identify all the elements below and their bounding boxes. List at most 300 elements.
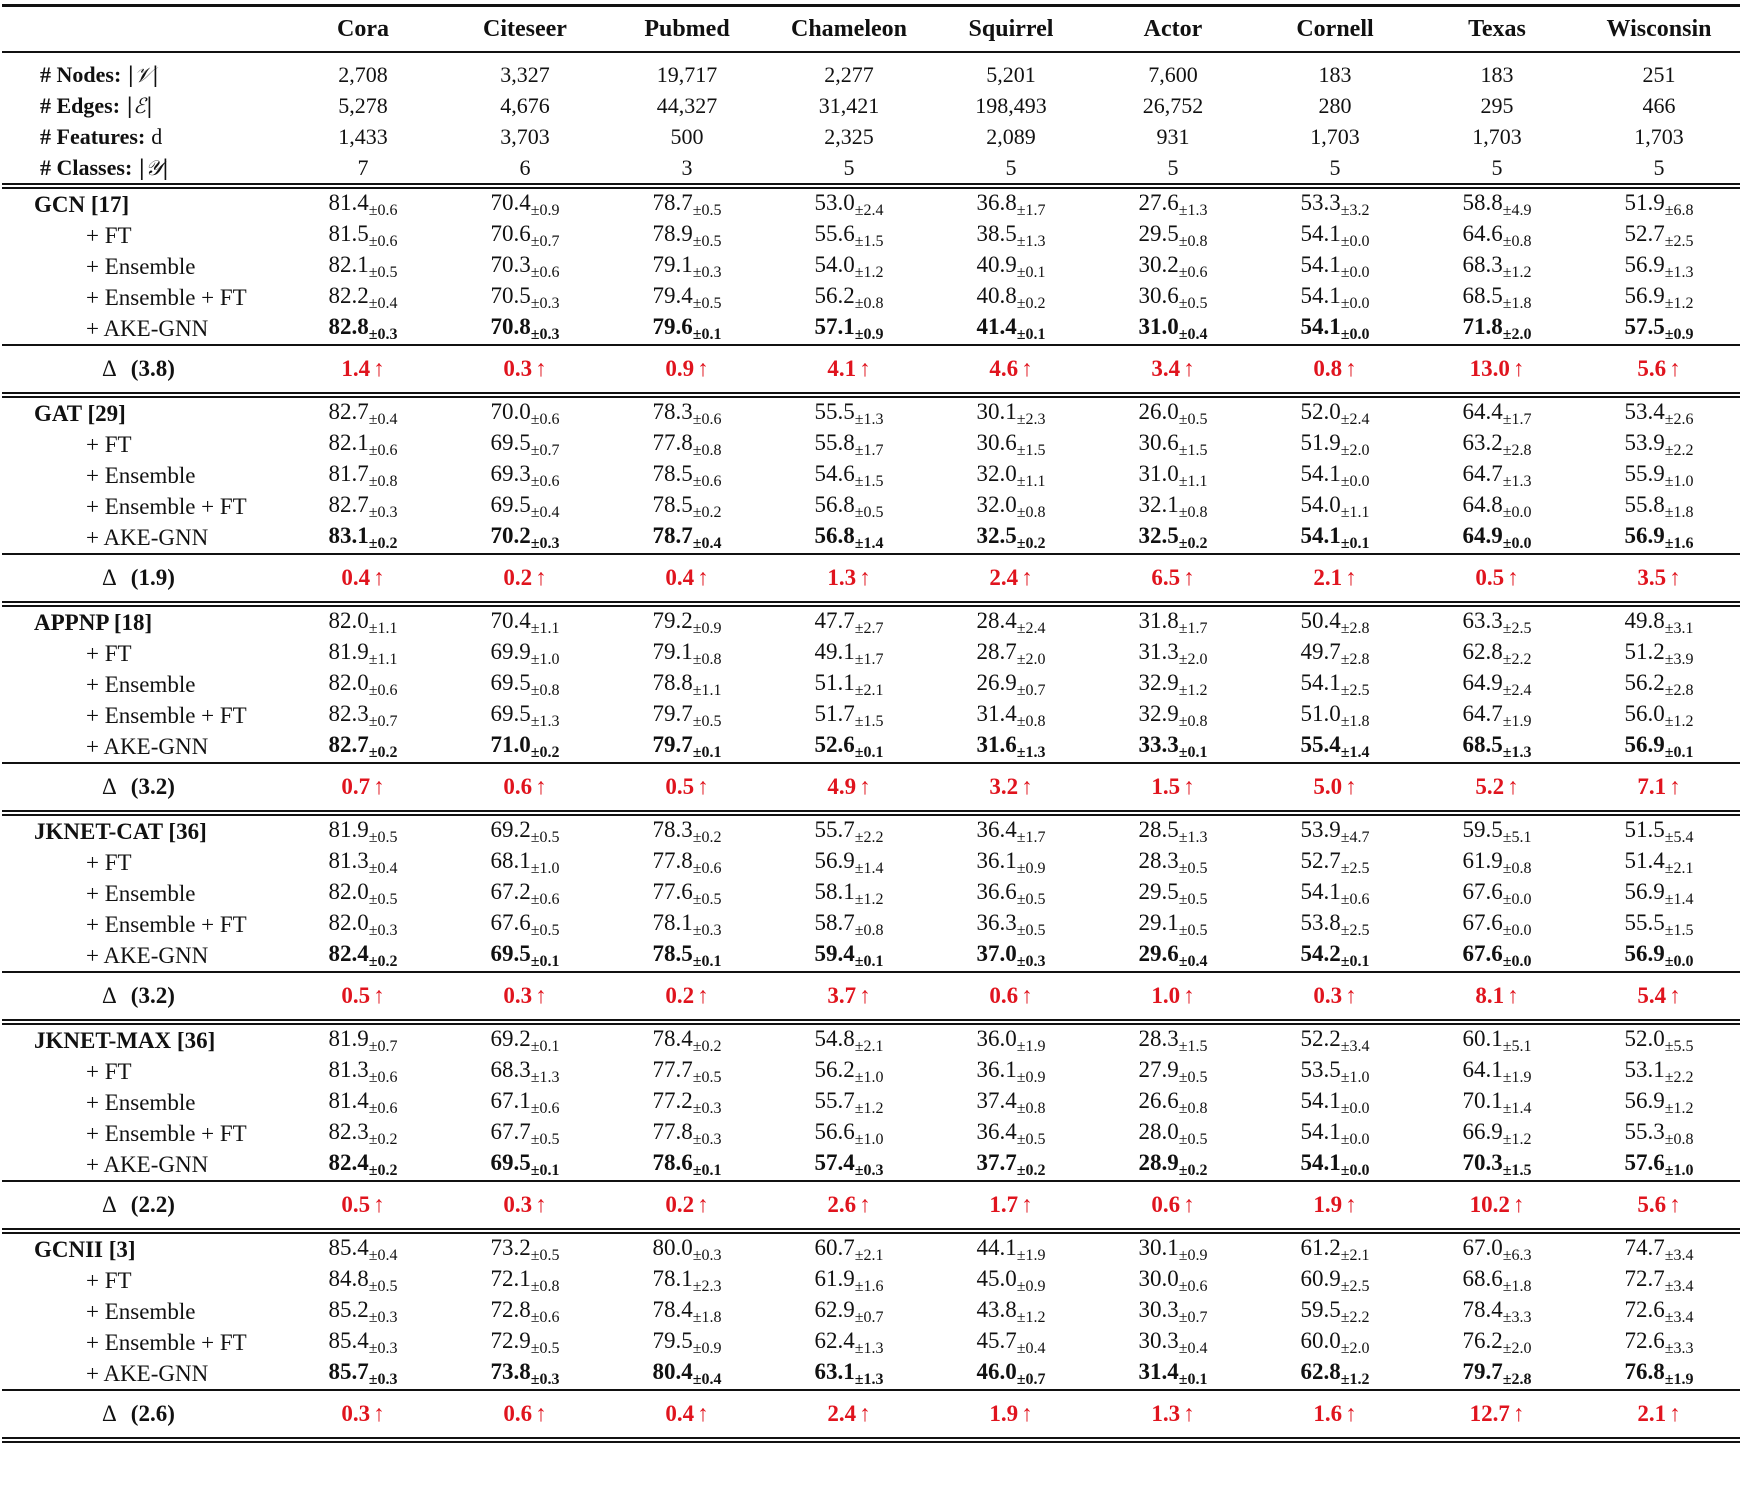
accuracy-mean: 69.3 — [490, 460, 531, 486]
accuracy-mean: 36.4 — [976, 1118, 1017, 1144]
delta-symbol: Δ — [102, 983, 117, 1008]
result-cell — [930, 1149, 1092, 1181]
result-cell — [768, 1358, 930, 1390]
accuracy-mean: 61.2 — [1300, 1234, 1341, 1260]
accuracy-std: ±1.3 — [1502, 743, 1532, 761]
accuracy-std: ±0.6 — [368, 441, 398, 459]
method-variant-label: + AKE-GNN — [86, 1360, 209, 1386]
stats-value: 1,703 — [1310, 123, 1360, 149]
accuracy-std: ±1.5 — [854, 472, 884, 490]
stats-value: 4,676 — [500, 92, 550, 118]
stats-label-name: # Edges: — [40, 92, 121, 118]
accuracy-mean: 72.1 — [490, 1265, 531, 1291]
accuracy-std: ±0.8 — [1178, 232, 1208, 250]
delta-average: (3.2) — [130, 774, 175, 799]
accuracy-mean: 55.5 — [814, 398, 855, 424]
result-cell — [444, 1056, 606, 1087]
variant-row — [2, 1296, 1740, 1327]
stats-label-name: # Nodes: — [40, 61, 122, 87]
accuracy-std: ±0.9 — [1016, 1068, 1046, 1086]
model-name: GCN [17] — [34, 191, 130, 217]
variant-row — [2, 220, 1740, 251]
accuracy-mean: 81.4 — [328, 1087, 369, 1113]
accuracy-mean: 56.9 — [814, 847, 855, 873]
accuracy-mean: 81.7 — [328, 460, 369, 486]
up-arrow-icon: ↑ — [373, 1401, 385, 1426]
result-cell — [1416, 522, 1578, 554]
delta-value: 2.1 — [1313, 565, 1343, 590]
accuracy-std: ±0.1 — [1178, 743, 1208, 761]
result-cell — [1578, 669, 1740, 700]
stats-value: 26,752 — [1142, 92, 1204, 118]
accuracy-mean: 67.6 — [1462, 878, 1503, 904]
accuracy-std: ±0.5 — [1016, 921, 1046, 939]
accuracy-std: ±1.1 — [692, 681, 722, 699]
accuracy-mean: 68.1 — [490, 847, 531, 873]
accuracy-mean: 78.7 — [652, 522, 693, 548]
up-arrow-icon: ↑ — [1345, 356, 1357, 381]
result-cell — [768, 878, 930, 909]
accuracy-mean: 69.2 — [490, 1025, 531, 1051]
stats-value: 2,325 — [824, 123, 874, 149]
accuracy-mean: 70.1 — [1462, 1087, 1503, 1113]
up-arrow-icon: ↑ — [697, 565, 709, 590]
accuracy-mean: 79.5 — [652, 1327, 693, 1353]
delta-cell — [1578, 554, 1740, 604]
result-cell — [930, 700, 1092, 731]
accuracy-mean: 69.5 — [490, 429, 531, 455]
delta-cell — [930, 763, 1092, 813]
accuracy-std: ±1.5 — [1178, 441, 1208, 459]
result-cell — [1254, 313, 1416, 345]
accuracy-std: ±2.5 — [1340, 921, 1370, 939]
accuracy-mean: 56.8 — [814, 522, 855, 548]
result-cell — [444, 1149, 606, 1181]
up-arrow-icon: ↑ — [1021, 565, 1033, 590]
delta-symbol: Δ — [102, 774, 117, 799]
delta-label — [2, 763, 282, 813]
accuracy-mean: 51.7 — [814, 700, 855, 726]
accuracy-mean: 78.5 — [652, 940, 693, 966]
accuracy-std: ±2.2 — [854, 828, 884, 846]
accuracy-mean: 59.5 — [1300, 1296, 1341, 1322]
delta-cell — [1254, 345, 1416, 395]
result-cell — [606, 1358, 768, 1390]
result-cell — [1416, 731, 1578, 763]
delta-row — [2, 345, 1740, 395]
accuracy-mean: 49.8 — [1624, 607, 1665, 633]
accuracy-std: ±1.5 — [1502, 1161, 1532, 1179]
accuracy-mean: 54.1 — [1300, 522, 1341, 548]
variant-row — [2, 429, 1740, 460]
accuracy-std: ±0.7 — [1178, 1308, 1208, 1326]
result-cell — [768, 282, 930, 313]
accuracy-mean: 32.0 — [976, 491, 1017, 517]
up-arrow-icon: ↑ — [535, 565, 547, 590]
result-cell — [768, 1056, 930, 1087]
method-variant-label: + Ensemble + FT — [86, 284, 247, 310]
delta-cell — [444, 1390, 606, 1440]
result-cell — [1416, 1118, 1578, 1149]
result-cell — [768, 395, 930, 429]
delta-cell — [1254, 763, 1416, 813]
accuracy-mean: 58.1 — [814, 878, 855, 904]
result-cell — [1254, 1265, 1416, 1296]
accuracy-std: ±1.0 — [530, 650, 560, 668]
result-cell — [768, 1022, 930, 1056]
accuracy-mean: 82.7 — [328, 491, 369, 517]
accuracy-mean: 78.4 — [652, 1025, 693, 1051]
stats-value: 251 — [1642, 61, 1676, 87]
variant-row — [2, 282, 1740, 313]
accuracy-std: ±1.8 — [1340, 712, 1370, 730]
result-cell — [444, 460, 606, 491]
up-arrow-icon: ↑ — [535, 983, 547, 1008]
accuracy-std: ±1.0 — [1664, 472, 1694, 490]
accuracy-std: ±1.3 — [854, 1370, 884, 1388]
result-cell — [768, 1296, 930, 1327]
result-cell — [1254, 700, 1416, 731]
accuracy-std: ±0.5 — [1178, 921, 1208, 939]
accuracy-mean: 55.7 — [814, 816, 855, 842]
result-cell — [930, 1056, 1092, 1087]
accuracy-mean: 30.6 — [1138, 429, 1179, 455]
accuracy-std: ±0.2 — [1016, 294, 1046, 312]
accuracy-std: ±0.8 — [1178, 712, 1208, 730]
accuracy-mean: 82.3 — [328, 700, 369, 726]
accuracy-std: ±0.9 — [530, 201, 560, 219]
result-cell — [606, 1327, 768, 1358]
accuracy-std: ±0.5 — [692, 712, 722, 730]
accuracy-std: ±0.5 — [1178, 410, 1208, 428]
accuracy-std: ±4.9 — [1502, 201, 1532, 219]
accuracy-mean: 29.1 — [1138, 909, 1179, 935]
variant-row — [2, 460, 1740, 491]
accuracy-mean: 68.3 — [490, 1056, 531, 1082]
accuracy-mean: 28.0 — [1138, 1118, 1179, 1144]
up-arrow-icon: ↑ — [1345, 983, 1357, 1008]
result-cell — [768, 220, 930, 251]
result-cell — [1254, 395, 1416, 429]
accuracy-std: ±0.3 — [368, 325, 398, 343]
accuracy-mean: 51.4 — [1624, 847, 1665, 873]
baseline-row — [2, 604, 1740, 638]
up-arrow-icon: ↑ — [535, 356, 547, 381]
method-variant-label: + AKE-GNN — [86, 942, 209, 968]
method-variant-label: + FT — [86, 222, 132, 248]
result-cell — [1254, 1087, 1416, 1118]
accuracy-mean: 78.3 — [652, 816, 693, 842]
accuracy-mean: 54.1 — [1300, 1118, 1341, 1144]
delta-cell — [444, 345, 606, 395]
result-cell — [606, 522, 768, 554]
accuracy-std: ±0.0 — [1502, 534, 1532, 552]
result-cell — [1416, 251, 1578, 282]
result-cell — [1254, 1296, 1416, 1327]
accuracy-mean: 55.6 — [814, 220, 855, 246]
result-cell — [1416, 282, 1578, 313]
accuracy-mean: 63.1 — [814, 1358, 855, 1384]
delta-value: 0.3 — [1313, 983, 1343, 1008]
accuracy-mean: 81.3 — [328, 1056, 369, 1082]
accuracy-std: ±0.2 — [368, 1130, 398, 1148]
variant-row — [2, 847, 1740, 878]
stats-value: 5 — [1005, 154, 1017, 180]
result-cell — [1092, 813, 1254, 847]
stats-value: 5 — [1491, 154, 1503, 180]
result-cell — [1254, 731, 1416, 763]
result-cell — [930, 1118, 1092, 1149]
accuracy-std: ±0.3 — [368, 503, 398, 521]
result-cell — [768, 491, 930, 522]
stats-value: 5 — [1653, 154, 1665, 180]
result-cell — [282, 878, 444, 909]
stats-value: 1,703 — [1472, 123, 1522, 149]
delta-value: 0.6 — [989, 983, 1019, 1008]
accuracy-mean: 81.9 — [328, 1025, 369, 1051]
result-cell — [930, 522, 1092, 554]
accuracy-mean: 67.1 — [490, 1087, 531, 1113]
variant-row — [2, 669, 1740, 700]
accuracy-mean: 66.9 — [1462, 1118, 1503, 1144]
accuracy-mean: 56.2 — [1624, 669, 1665, 695]
variant-row — [2, 251, 1740, 282]
delta-value: 3.2 — [989, 774, 1019, 799]
delta-cell — [444, 554, 606, 604]
accuracy-mean: 51.9 — [1300, 429, 1341, 455]
accuracy-std: ±1.0 — [854, 1130, 884, 1148]
accuracy-std: ±2.4 — [854, 201, 884, 219]
accuracy-std: ±0.1 — [530, 1161, 560, 1179]
accuracy-std: ±1.4 — [1340, 743, 1370, 761]
result-cell — [1416, 909, 1578, 940]
accuracy-mean: 31.0 — [1138, 313, 1179, 339]
accuracy-std: ±0.9 — [692, 619, 722, 637]
delta-row — [2, 1181, 1740, 1231]
result-cell — [1092, 731, 1254, 763]
result-cell — [444, 395, 606, 429]
variant-row — [2, 731, 1740, 763]
accuracy-std: ±0.3 — [368, 921, 398, 939]
result-cell — [1578, 1265, 1740, 1296]
result-cell — [606, 1265, 768, 1296]
delta-value: 0.9 — [665, 356, 695, 381]
accuracy-mean: 28.3 — [1138, 847, 1179, 873]
result-cell — [444, 604, 606, 638]
result-cell — [606, 940, 768, 972]
accuracy-std: ±0.6 — [1178, 1277, 1208, 1295]
accuracy-std: ±1.8 — [1502, 1277, 1532, 1295]
accuracy-std: ±1.4 — [1502, 1099, 1532, 1117]
model-name: GCNII [3] — [34, 1236, 136, 1262]
accuracy-mean: 33.3 — [1138, 731, 1179, 757]
delta-cell — [768, 1390, 930, 1440]
result-cell — [444, 909, 606, 940]
accuracy-std: ±2.2 — [1502, 650, 1532, 668]
accuracy-std: ±0.0 — [1340, 325, 1370, 343]
result-cell — [1578, 186, 1740, 220]
accuracy-mean: 85.4 — [328, 1327, 369, 1353]
accuracy-mean: 30.2 — [1138, 251, 1179, 277]
accuracy-std: ±0.5 — [1178, 1130, 1208, 1148]
delta-average: (3.2) — [130, 983, 175, 1008]
result-cell — [1092, 1296, 1254, 1327]
accuracy-mean: 67.6 — [490, 909, 531, 935]
accuracy-mean: 69.5 — [490, 700, 531, 726]
result-cell — [606, 604, 768, 638]
accuracy-std: ±0.6 — [368, 232, 398, 250]
result-cell — [1092, 1087, 1254, 1118]
result-cell — [1578, 1296, 1740, 1327]
accuracy-std: ±0.4 — [368, 410, 398, 428]
accuracy-mean: 28.3 — [1138, 1025, 1179, 1051]
result-cell — [282, 313, 444, 345]
result-cell — [1092, 186, 1254, 220]
up-arrow-icon: ↑ — [1183, 356, 1195, 381]
result-cell — [282, 847, 444, 878]
accuracy-std: ±1.9 — [1502, 712, 1532, 730]
accuracy-std: ±1.1 — [1016, 472, 1046, 490]
accuracy-mean: 56.2 — [814, 282, 855, 308]
accuracy-std: ±3.3 — [1502, 1308, 1532, 1326]
accuracy-std: ±1.2 — [1502, 1130, 1532, 1148]
result-cell — [930, 460, 1092, 491]
accuracy-mean: 64.4 — [1462, 398, 1503, 424]
accuracy-std: ±1.8 — [1664, 503, 1694, 521]
accuracy-mean: 82.1 — [328, 251, 369, 277]
accuracy-mean: 67.6 — [1462, 940, 1503, 966]
delta-cell — [606, 345, 768, 395]
result-cell — [444, 669, 606, 700]
result-cell — [444, 940, 606, 972]
result-cell — [1092, 220, 1254, 251]
column-header: Chameleon — [791, 15, 907, 42]
up-arrow-icon: ↑ — [1021, 774, 1033, 799]
accuracy-mean: 54.1 — [1300, 1149, 1341, 1175]
method-variant-label: + AKE-GNN — [86, 315, 209, 341]
delta-cell — [1254, 554, 1416, 604]
accuracy-mean: 54.1 — [1300, 282, 1341, 308]
delta-cell — [282, 972, 444, 1022]
delta-cell — [1416, 554, 1578, 604]
accuracy-mean: 37.0 — [976, 940, 1017, 966]
delta-value: 12.7 — [1469, 1401, 1510, 1426]
accuracy-std: ±5.1 — [1502, 1037, 1532, 1055]
accuracy-mean: 70.8 — [490, 313, 531, 339]
accuracy-mean: 51.2 — [1624, 638, 1665, 664]
model-name: JKNET-CAT [36] — [34, 818, 207, 844]
accuracy-std: ±0.2 — [692, 1037, 722, 1055]
result-cell — [1578, 1087, 1740, 1118]
accuracy-mean: 54.1 — [1300, 878, 1341, 904]
delta-cell — [768, 554, 930, 604]
accuracy-std: ±1.7 — [1178, 619, 1208, 637]
result-cell — [1254, 1149, 1416, 1181]
result-cell — [1416, 1296, 1578, 1327]
method-variant-label: + FT — [86, 640, 132, 666]
accuracy-std: ±0.3 — [692, 921, 722, 939]
stats-label — [2, 90, 282, 121]
accuracy-std: ±2.8 — [1502, 1370, 1532, 1388]
delta-cell — [1416, 345, 1578, 395]
result-cell — [1578, 1327, 1740, 1358]
accuracy-std: ±2.6 — [1664, 410, 1694, 428]
delta-value: 1.9 — [1313, 1192, 1343, 1217]
accuracy-mean: 26.9 — [976, 669, 1017, 695]
accuracy-std: ±1.1 — [1340, 503, 1370, 521]
delta-cell — [1254, 972, 1416, 1022]
result-cell — [282, 522, 444, 554]
accuracy-std: ±1.9 — [1016, 1246, 1046, 1264]
accuracy-mean: 54.0 — [814, 251, 855, 277]
result-cell — [1254, 522, 1416, 554]
accuracy-std: ±0.6 — [368, 681, 398, 699]
delta-value: 4.9 — [827, 774, 857, 799]
accuracy-std: ±0.8 — [854, 921, 884, 939]
accuracy-std: ±0.3 — [530, 534, 560, 552]
accuracy-std: ±0.3 — [692, 1246, 722, 1264]
up-arrow-icon: ↑ — [1669, 356, 1681, 381]
accuracy-mean: 29.5 — [1138, 878, 1179, 904]
accuracy-std: ±3.4 — [1664, 1277, 1694, 1295]
accuracy-mean: 70.3 — [1462, 1149, 1503, 1175]
stats-label-symbol: |𝒱| — [127, 62, 159, 87]
accuracy-mean: 69.5 — [490, 669, 531, 695]
accuracy-mean: 47.7 — [814, 607, 855, 633]
accuracy-mean: 80.0 — [652, 1234, 693, 1260]
accuracy-std: ±0.2 — [368, 534, 398, 552]
result-cell — [1092, 638, 1254, 669]
result-cell — [1578, 700, 1740, 731]
delta-value: 2.4 — [989, 565, 1019, 590]
result-cell — [1416, 878, 1578, 909]
result-cell — [1416, 186, 1578, 220]
accuracy-std: ±1.8 — [1502, 294, 1532, 312]
result-cell — [1578, 878, 1740, 909]
accuracy-std: ±2.1 — [854, 681, 884, 699]
delta-value: 0.3 — [503, 356, 533, 381]
delta-value: 0.6 — [503, 774, 533, 799]
result-cell — [1578, 940, 1740, 972]
accuracy-mean: 79.6 — [652, 313, 693, 339]
accuracy-mean: 32.1 — [1138, 491, 1179, 517]
accuracy-mean: 60.1 — [1462, 1025, 1503, 1051]
delta-cell — [930, 345, 1092, 395]
delta-value: 1.3 — [1151, 1401, 1181, 1426]
accuracy-mean: 53.9 — [1300, 816, 1341, 842]
accuracy-std: ±1.1 — [368, 650, 398, 668]
accuracy-std: ±0.9 — [1016, 1277, 1046, 1295]
result-cell — [444, 522, 606, 554]
stats-label-name: # Classes: — [40, 154, 133, 180]
up-arrow-icon: ↑ — [859, 356, 871, 381]
accuracy-mean: 31.6 — [976, 731, 1017, 757]
variant-row — [2, 909, 1740, 940]
accuracy-std: ±0.8 — [1664, 1130, 1694, 1148]
up-arrow-icon: ↑ — [697, 1401, 709, 1426]
accuracy-std: ±1.0 — [854, 1068, 884, 1086]
delta-symbol: Δ — [102, 356, 117, 381]
accuracy-mean: 51.0 — [1300, 700, 1341, 726]
delta-cell — [1092, 554, 1254, 604]
accuracy-std: ±0.8 — [368, 472, 398, 490]
accuracy-mean: 30.3 — [1138, 1296, 1179, 1322]
accuracy-std: ±1.3 — [854, 1339, 884, 1357]
baseline-row — [2, 813, 1740, 847]
delta-value: 2.1 — [1637, 1401, 1667, 1426]
accuracy-std: ±2.0 — [1340, 1339, 1370, 1357]
delta-value: 0.6 — [1151, 1192, 1181, 1217]
